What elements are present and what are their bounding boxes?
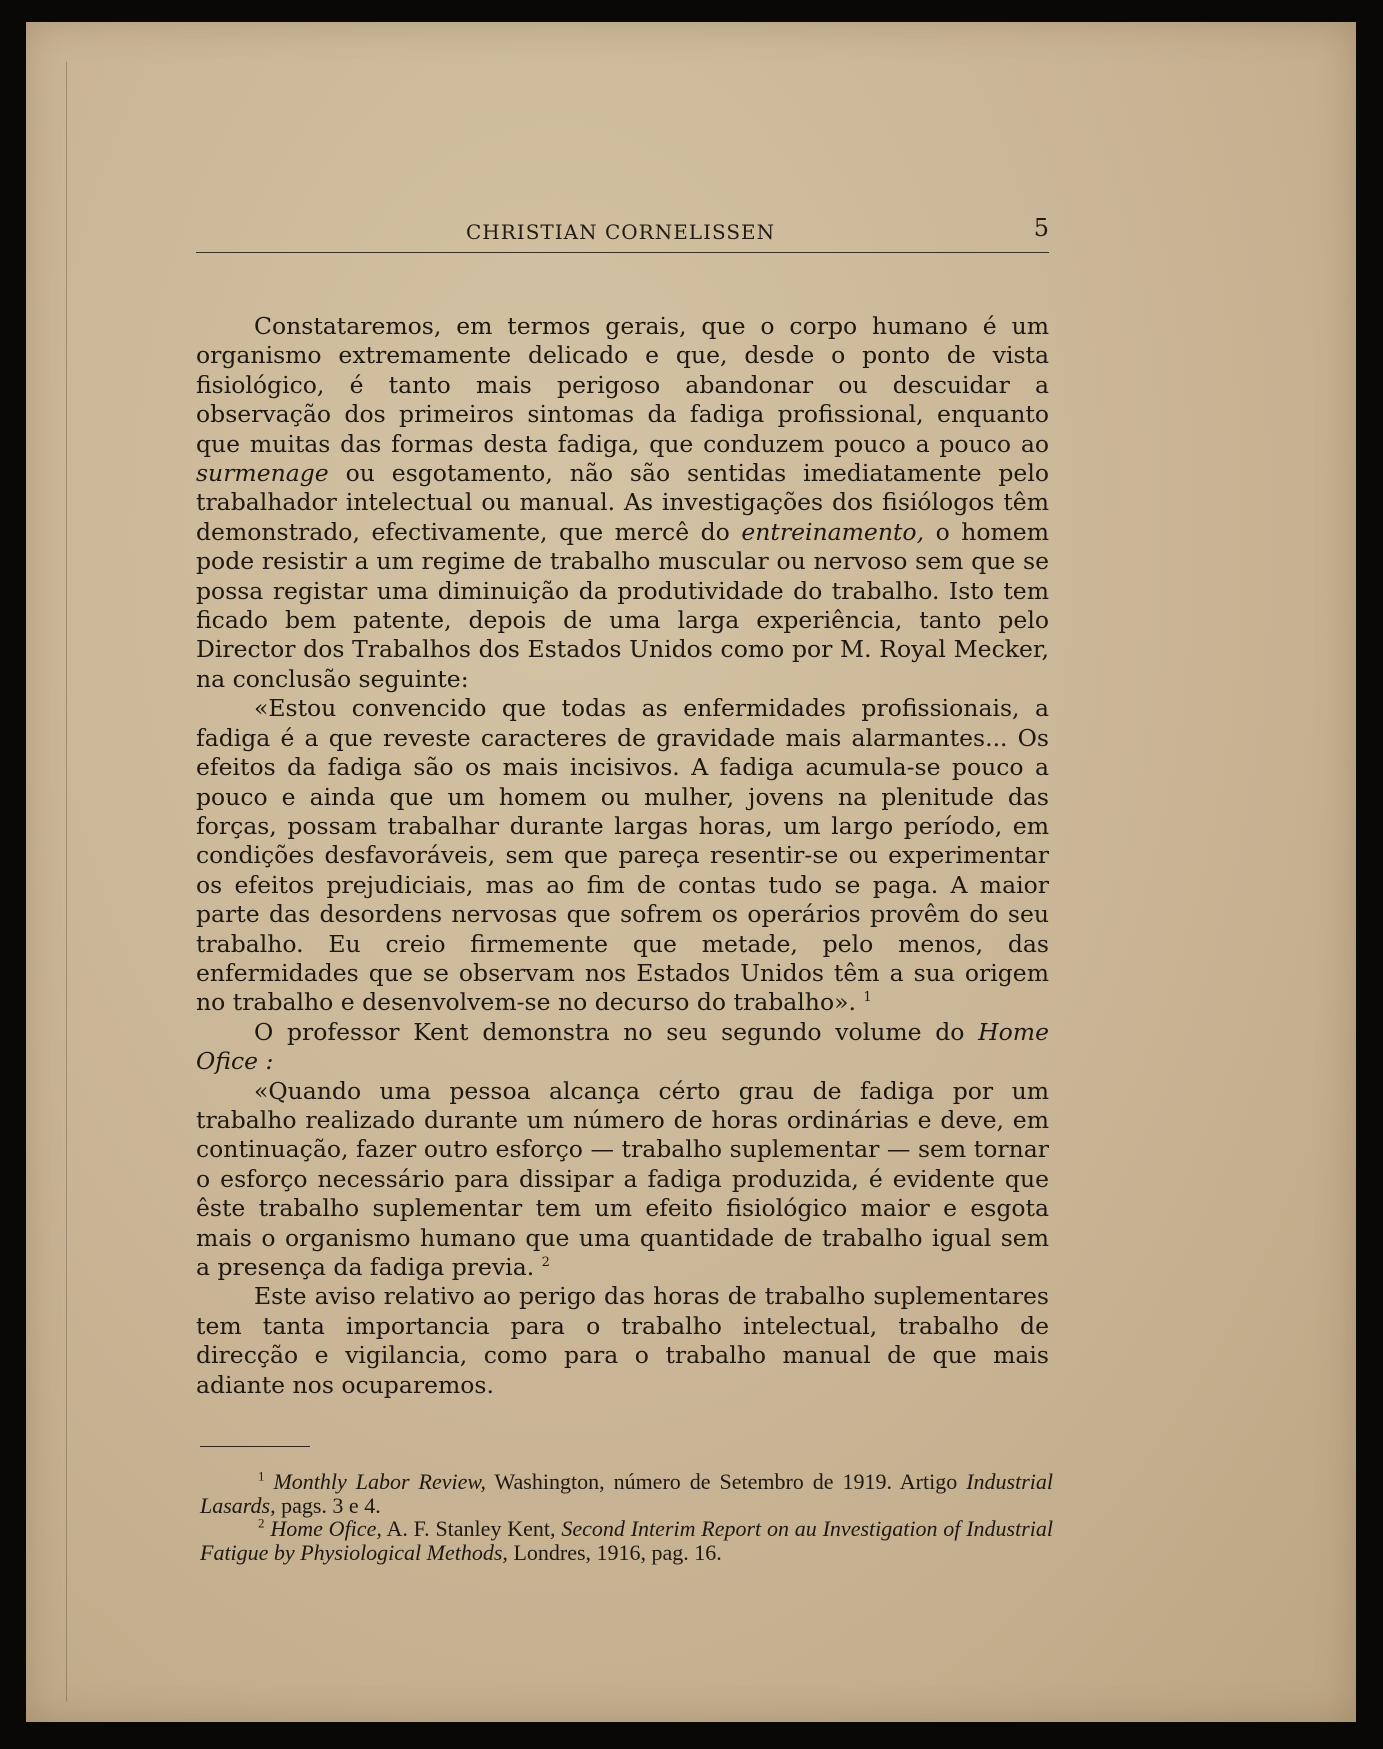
paragraph-2-text: «Estou convencido que todas as enfermidades profissionais, a fadiga é a que reveste caracteres de gravidade mais alarmantes... Os efeitos da fadiga são os mais incisivos. A fadiga acumula-se pouco a pouco e ainda que um homem ou mulher, jovens na plenitude das forças, possam trabalhar durante largas horas, um largo período, em condições desfavoráveis, sem que pareça resentir-se ou experimentar os efeitos prejudiciais, mas ao fim de contas tudo se paga. A maior parte das desordens nervosas que sofrem os operários provêm do seu trabalho. Eu creio firmemente que metade, pelo menos, das enfermidades que se observam nos Estados Unidos têm a sua origem no trabalho e desenvolvem-se no decurso do trabalho». (196, 694, 1049, 1017)
footnote-divider (200, 1446, 310, 1447)
term-home-office: Home Ofice : (196, 1017, 1049, 1076)
running-title: CHRISTIAN CORNELISSEN (466, 220, 776, 244)
main-text (196, 312, 1049, 1400)
running-header (196, 214, 1049, 253)
footnote-ref-2[interactable]: 2 (541, 1255, 550, 1271)
paragraph-5-text: Este aviso relativo ao perigo das horas de trabalho suplementares tem tanta importancia para o trabalho intelectual, trabalho de direcção e vigilancia, como para o trabalho manual de que mais adiante nos ocuparemos. (196, 1282, 1049, 1399)
footnote-2-number: 2 (258, 1515, 265, 1531)
footnote-1-text-a: Washington, número de Setembro de 1919. Artigo (485, 1469, 967, 1494)
term-surmenage: surmenage (196, 459, 329, 488)
paragraph-5 (196, 1282, 1049, 1400)
paragraph-3-text: O professor Kent demonstra no seu segundo volume do (254, 1017, 979, 1046)
footnotes (200, 1470, 1053, 1564)
paragraph-1-text-c: o homem pode resistir a um regime de trabalho muscular ou nervoso sem que se possa registar uma diminuição da produtividade do trabalho. Isto tem ficado bem patente, depois de uma larga experiência, tanto pelo Director dos Trabalhos dos Estados Unidos como por M. Royal Mecker, na conclusão seguinte: (196, 517, 1049, 693)
paragraph-3 (196, 1018, 1049, 1077)
footnote-1-text-b: pags. 3 e 4. (275, 1492, 381, 1518)
paragraph-1-text-b: ou esgotamento, não são sentidas imediatamente pelo trabalhador intelectual ou manual. As investigações dos fisiólogos têm demonstrado, efectivamente, que mercê do (196, 459, 1049, 546)
footnote-2-text-b: Londres, 1916, pag. 16. (507, 1539, 722, 1565)
term-entreinamento: entreinamento, (741, 517, 925, 546)
footnote-1-article: Industrial Lasards, (200, 1469, 1054, 1518)
footnote-2 (200, 1517, 1053, 1564)
footnote-1-number: 1 (258, 1468, 265, 1484)
footnote-ref-1[interactable]: 1 (863, 990, 872, 1006)
page-fold (66, 62, 67, 1702)
paragraph-2-quote (196, 694, 1049, 1017)
paragraph-1 (196, 312, 1049, 694)
paragraph-4-text: «Quando uma pessoa alcança cérto grau de fadiga por um trabalho realizado durante um número de horas ordinárias e deve, em continuação, fazer outro esforço — trabalho suplementar — sem tornar o esforço necessário para dissipar a fadiga produzida, é evidente que êste trabalho suplementar tem um efeito fisiológico maior e esgota mais o organismo humano que uma quantidade de trabalho igual sem a presença da fadiga previa. (196, 1076, 1049, 1281)
paragraph-4-quote (196, 1077, 1049, 1283)
paragraph-1-text-a: Constataremos, em termos gerais, que o corpo humano é um organismo extremamente delicado e que, desde o ponto de vista fisiológico, é tanto mais perigoso abandonar ou descuidar a observação dos primeiros sintomas da fadiga profissional, enquanto que muitas das formas desta fadiga, que conduzem pouco a pouco ao (196, 312, 1049, 458)
footnote-1-journal: Monthly Labor Review, (273, 1469, 486, 1494)
footnote-2-source: Home Ofice, (270, 1516, 382, 1541)
footnote-2-report: Second Interim Report on au Investigation of Industrial Fatigue by Physiological Methods, (200, 1516, 1054, 1565)
footnote-1 (200, 1470, 1053, 1517)
page-number: 5 (1033, 214, 1049, 242)
footnote-2-text-a: A. F. Stanley Kent, (381, 1516, 562, 1541)
